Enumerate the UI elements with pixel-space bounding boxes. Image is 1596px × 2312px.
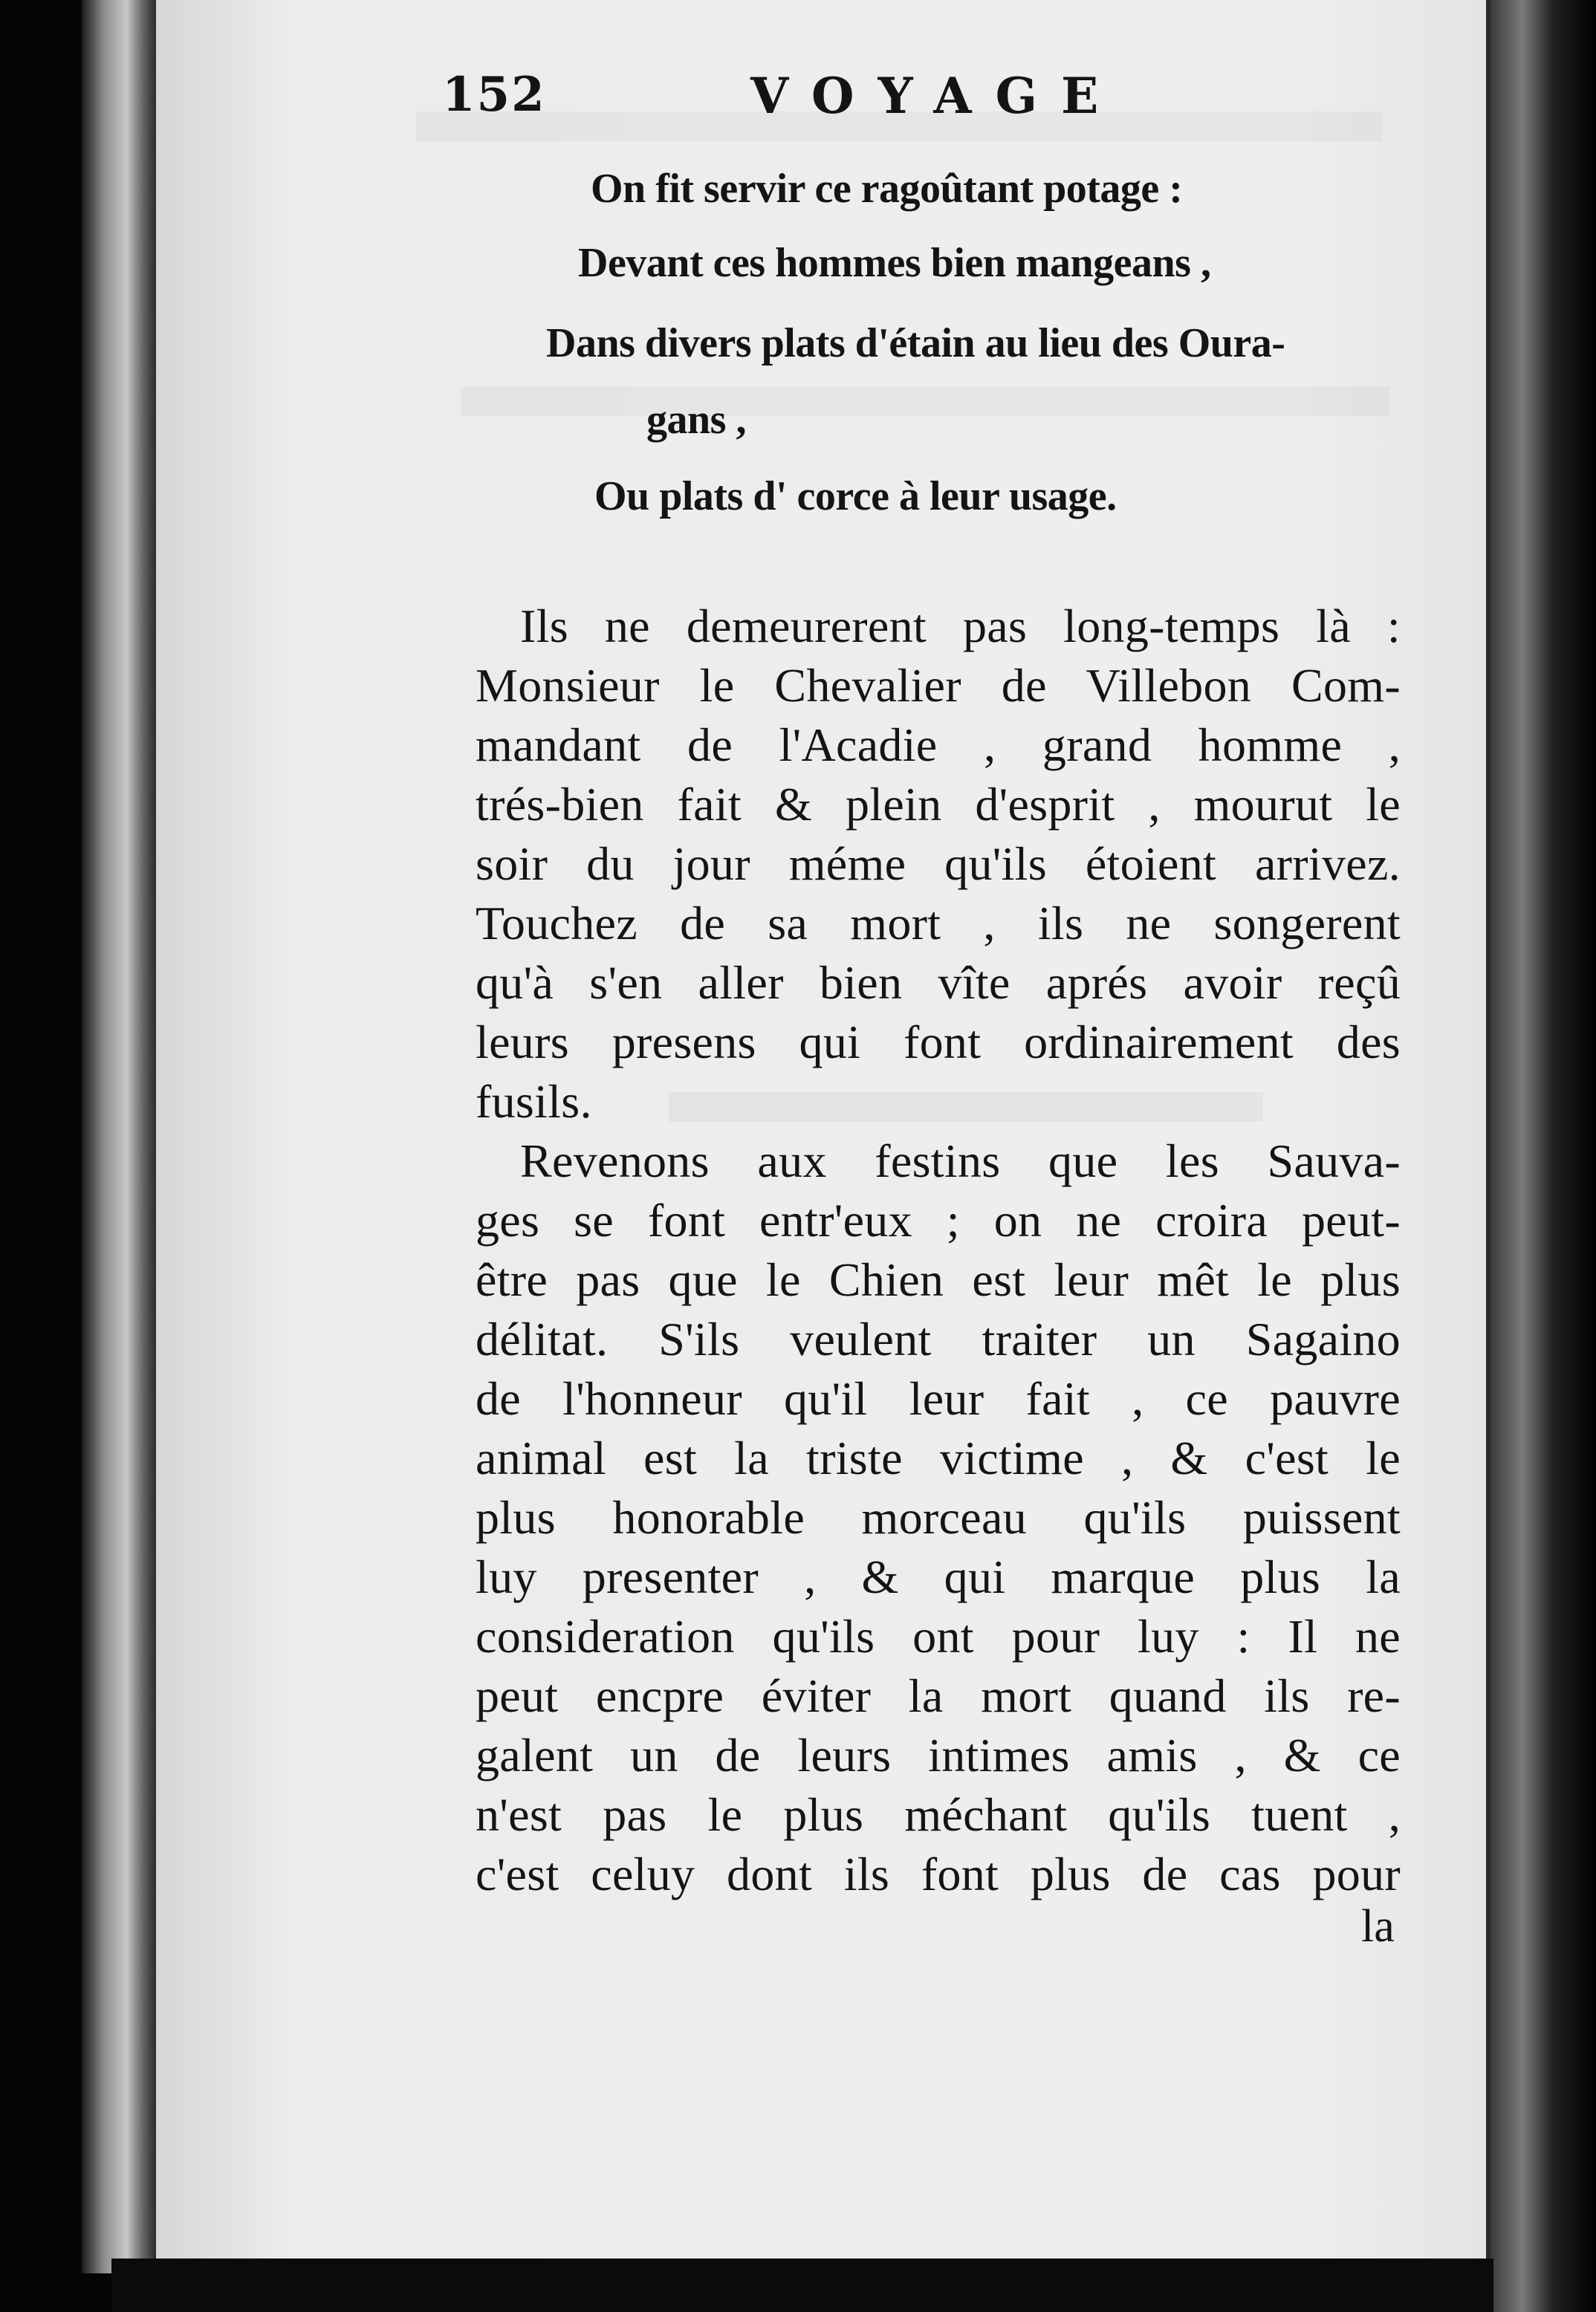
text-line: soir du jour méme qu'ils étoient arrivez. — [476, 837, 1401, 890]
verse-line: On fit servir ce ragoûtant potage : — [591, 166, 1183, 212]
text-line: Touchez de sa mort , ils ne songerent — [476, 897, 1401, 949]
text-line: peut encpre éviter la mort quand ils re- — [476, 1669, 1401, 1722]
catchword: la — [1361, 1901, 1395, 1952]
text-line: délitat. S'ils veulent traiter un Sagaino — [476, 1313, 1401, 1366]
text-line: galent un de leurs intimes amis , & ce — [476, 1729, 1401, 1782]
text-line: leurs presens qui font ordinairement des — [476, 1016, 1401, 1068]
text-line: luy presenter , & qui marque plus la — [476, 1550, 1401, 1603]
text-line: Revenons aux festins que les Sauva- — [520, 1134, 1401, 1187]
book-gutter-right — [1490, 0, 1596, 2312]
text-line: de l'honneur qu'il leur fait , ce pauvre — [476, 1372, 1401, 1425]
text-line: consideration qu'ils ont pour luy : Il ne — [476, 1610, 1401, 1663]
text-line: plus honorable morceau qu'ils puissent — [476, 1491, 1401, 1544]
page-number: 152 — [442, 67, 546, 123]
text-line: mandant de l'Acadie , grand homme , — [476, 718, 1401, 771]
text-line: être pas que le Chien est leur mêt le plus — [476, 1253, 1401, 1306]
running-title: VOYAGE — [750, 67, 1123, 125]
page-fore-edges — [82, 0, 156, 2273]
text-line: Monsieur le Chevalier de Villebon Com- — [476, 659, 1401, 712]
text-line: c'est celuy dont ils font plus de cas pour — [476, 1848, 1401, 1900]
verse-line: gans , — [646, 397, 746, 443]
text-line: ges se font entr'eux ; on ne croira peut- — [476, 1194, 1401, 1247]
verse-line: Ou plats d' corce à leur usage. — [594, 473, 1117, 519]
verse-line: Devant ces hommes bien mangeans , — [578, 240, 1211, 286]
text-line: animal est la triste victime , & c'est le — [476, 1432, 1401, 1484]
text-line: trés-bien fait & plein d'esprit , mourut le — [476, 778, 1401, 831]
text-line: qu'à s'en aller bien vîte aprés avoir reçû — [476, 956, 1401, 1009]
text-line: Ils ne demeurerent pas long-temps là : — [520, 600, 1401, 652]
verse-line: Dans divers plats d'étain au lieu des Oura- — [546, 320, 1285, 366]
scan-bottom-shadow — [111, 2259, 1493, 2312]
text-line: n'est pas le plus méchant qu'ils tuent , — [476, 1788, 1401, 1841]
text-line: fusils. — [476, 1075, 592, 1128]
show-through — [461, 386, 1389, 416]
